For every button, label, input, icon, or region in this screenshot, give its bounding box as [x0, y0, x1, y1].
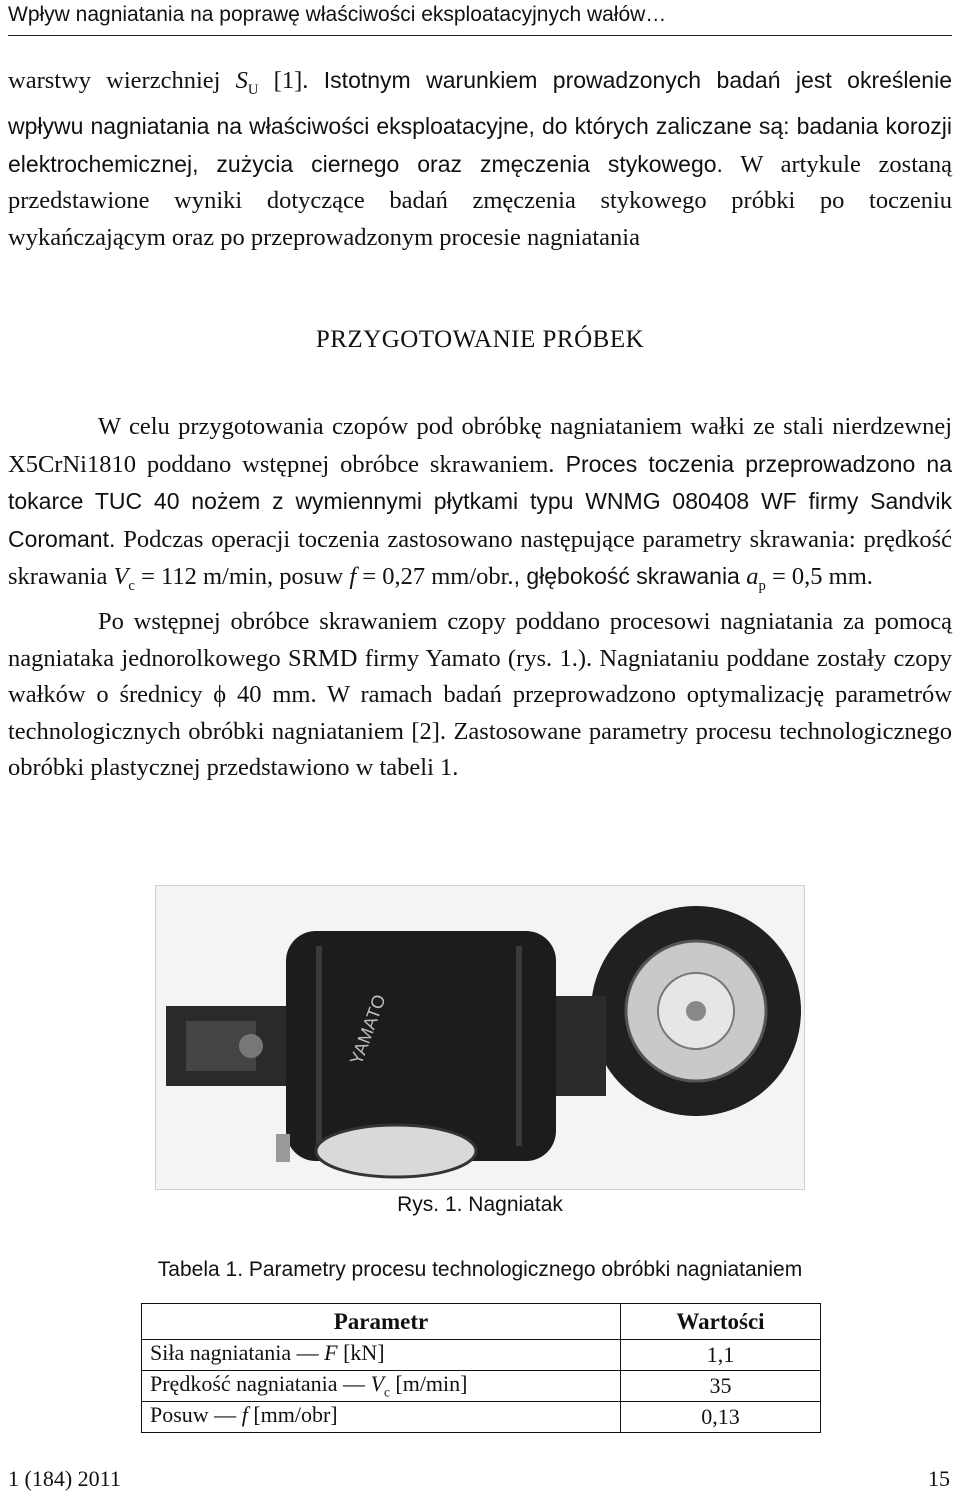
- table-cell-parameter: Posuw — f [mm/obr]: [142, 1402, 621, 1433]
- table-row: [142, 1402, 821, 1433]
- issue-number: 1 (184) 2011: [8, 1466, 121, 1491]
- prep-text-c-end: = 0,5 mm.: [765, 563, 873, 590]
- col-header-value: Wartości: [621, 1304, 821, 1340]
- preparation-paragraph: [8, 409, 952, 787]
- figure-caption: Rys. 1. Nagniatak: [397, 1193, 563, 1216]
- table-cell-value: 35: [621, 1371, 821, 1402]
- prep-text-c-mid3: , głębokość skrawania: [513, 563, 747, 589]
- col-header-parameter: Parametr: [142, 1304, 621, 1340]
- table-cell-parameter: Siła nagniatania — F [kN]: [142, 1340, 621, 1371]
- section-title: PRZYGOTOWANIE PRÓBEK: [315, 326, 645, 353]
- prep-text-c: Podczas operacji toczenia zastosowano następujące parametry skrawania: prędkość skrawania: [8, 525, 952, 590]
- table-caption: Tabela 1. Parametry procesu technologicznego obróbki nagniataniem: [157, 1258, 803, 1281]
- symbol-f: f: [349, 563, 357, 590]
- brand-label: YAMATO: [345, 991, 390, 1068]
- figure-photo: [155, 885, 805, 1190]
- page-number: 15: [928, 1466, 950, 1491]
- intro-citation: [1].: [258, 67, 309, 94]
- prep-text-a: W celu przygotowania czopów pod obróbkę nagniataniem wałki ze stali nierdzewnej X5CrNi1810 poddano wstępnej obróbce skrawaniem.: [8, 413, 952, 478]
- table-cell-value: 0,13: [621, 1402, 821, 1433]
- symbol-s: S: [235, 67, 248, 94]
- symbol-v: V: [113, 563, 129, 590]
- intro-paragraph: [8, 62, 952, 256]
- table-row: [142, 1340, 821, 1371]
- prep-text-c-mid1: = 112 m/min, posuw: [134, 563, 350, 590]
- table-cell-value: 1,1: [621, 1340, 821, 1371]
- symbol-a-sub: p: [758, 577, 766, 594]
- intro-text-end: W artykule zostaną przedstawione wyniki dotyczące badań zmęczenia stykowego próbki po toczeniu wykańczającym oraz po przeprowadzonym procesie nagniatania: [8, 150, 952, 251]
- burnishing-tool-image: [156, 886, 804, 1189]
- running-header: Wpływ nagniatania na poprawę właściwości eksploatacyjnych wałów…: [8, 0, 952, 36]
- clamp-screw: [239, 1034, 263, 1058]
- table-header-row: [142, 1304, 821, 1340]
- prep-text-b: Proces toczenia przeprowadzono na tokarce TUC 40 nożem z wymiennymi płytkami typu WNMG 080408 WF firmy Sandvik Coromant.: [8, 450, 952, 552]
- parameters-table: [141, 1303, 821, 1433]
- intro-text-start: warstwy wierzchniej: [8, 67, 236, 94]
- burnishing-paragraph: Po wstępnej obróbce skrawaniem czopy poddano procesowi nagniatania za pomocą nagniataka jednorolkowego SRMD firmy Yamato (rys. 1.). Nagniataniu poddane zostały czopy wałków o średnicy ϕ 40 mm. W ramach badań przeprowadzono optymalizację parametrów technologicznych obróbki nagniataniem [2]. Zastosowane parametry procesu technologicznego obróbki plastycznej przedstawiono w tabeli 1.: [8, 608, 952, 782]
- symbol-a: a: [746, 563, 759, 590]
- prep-text-c-mid2: = 0,27 mm/obr.: [356, 563, 514, 590]
- dial-gauge: [316, 1125, 476, 1177]
- symbol-v-sub: c: [128, 577, 135, 594]
- table-row: [142, 1371, 821, 1402]
- symbol-s-sub: U: [247, 81, 259, 98]
- table-cell-parameter: Prędkość nagniatania — $V_c$ [m/min]: [142, 1371, 621, 1402]
- intro-highlight-text: Istotnym warunkiem prowadzonych badań jest określenie wpływu nagniatania na właściwości eksploatacyjne, do których zaliczane są: badania korozji elektrochemicznej, zużycia ciernego oraz zmęczenia stykowego.: [8, 67, 952, 177]
